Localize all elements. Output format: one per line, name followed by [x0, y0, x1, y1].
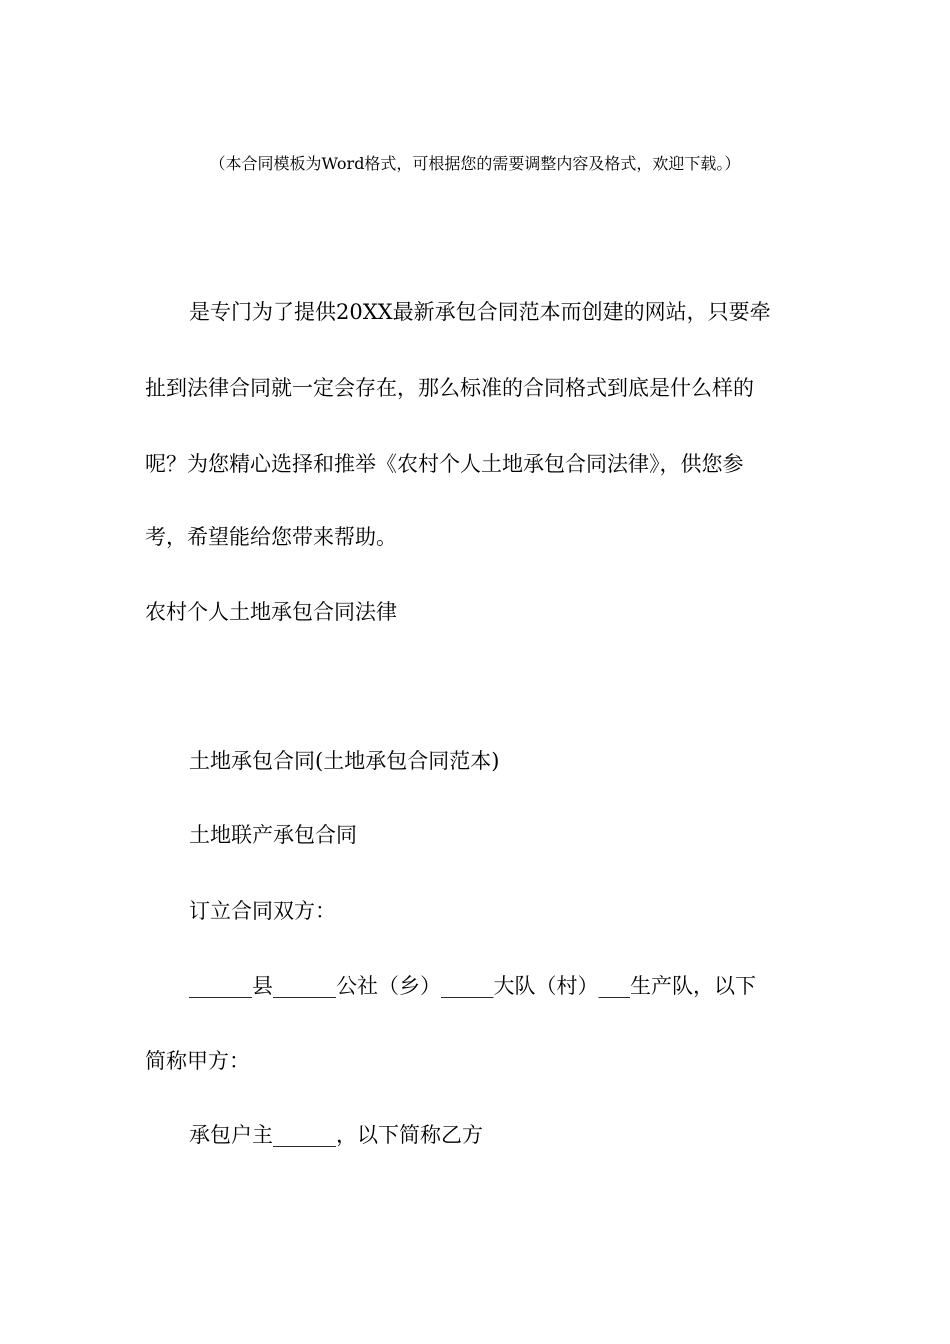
- parties-label: 订立合同双方：: [189, 899, 336, 923]
- party-b-line: 承包户主______，以下简称乙方: [189, 1123, 483, 1147]
- document-title: 农村个人土地承包合同法律: [145, 600, 397, 624]
- intro-line-4: 考，希望能给您带来帮助。: [145, 525, 397, 549]
- intro-line-3: 呢？为您精心选择和推举《农村个人土地承包合同法律》，供您参: [145, 452, 744, 476]
- template-note: （本合同模板为Word格式，可根据您的需要调整内容及格式，欢迎下载。）: [209, 154, 741, 173]
- intro-line-2: 扯到法律合同就一定会存在，那么标准的合同格式到底是什么样的: [145, 376, 754, 400]
- contract-title: 土地承包合同(土地承包合同范本): [189, 749, 500, 773]
- intro-line-1: 是专门为了提供20XX最新承包合同范本而创建的网站，只要牵: [189, 300, 771, 324]
- contract-subtitle: 土地联产承包合同: [189, 823, 357, 847]
- party-a-line-1: ______县______公社（乡）_____大队（村）___生产队，以下: [189, 974, 756, 998]
- party-a-line-2: 简称甲方：: [145, 1049, 250, 1073]
